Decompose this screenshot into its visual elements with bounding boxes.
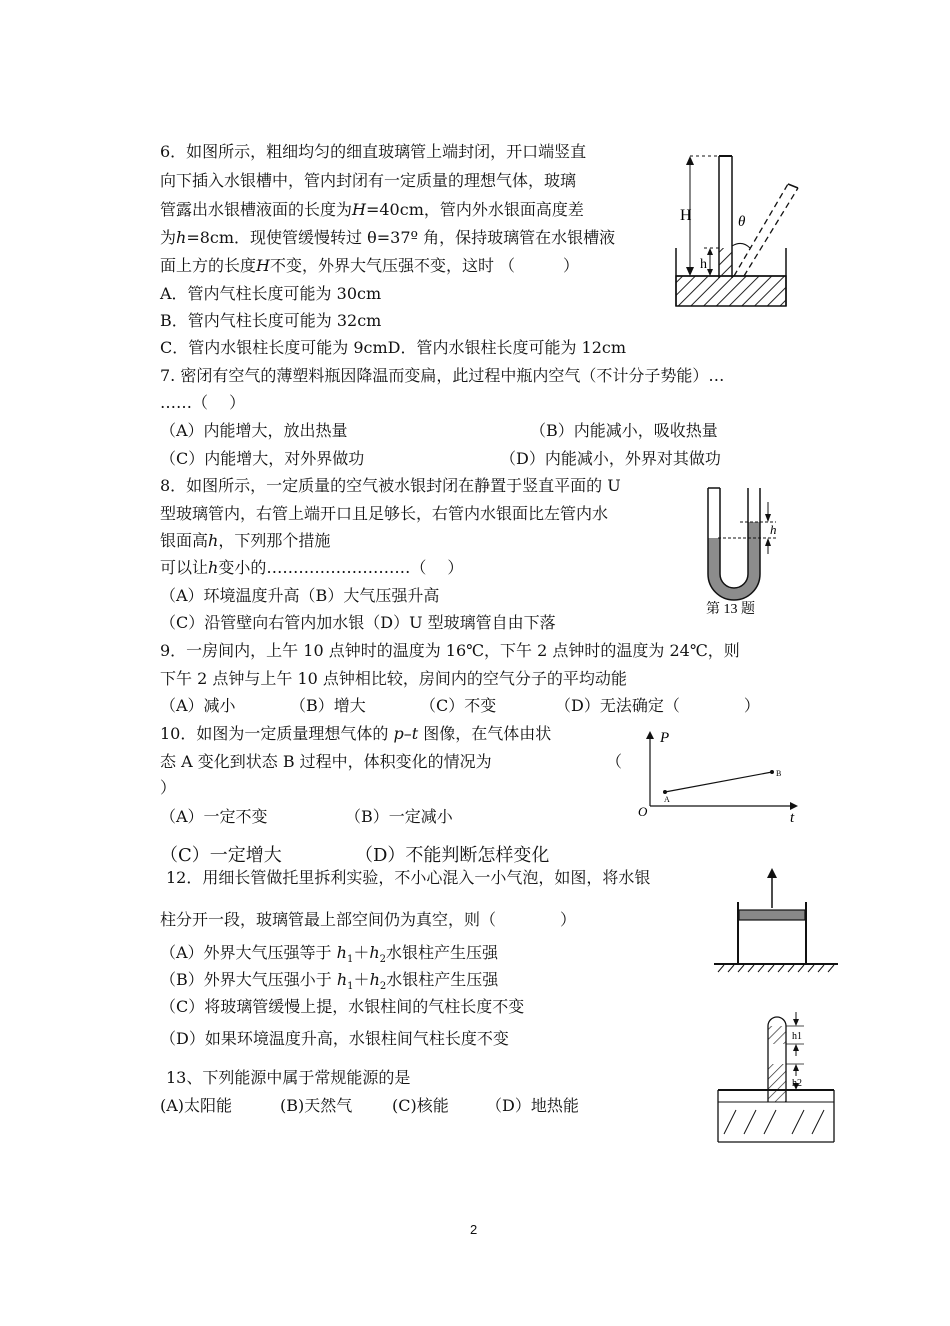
q6-line-4: 为h=8cm．现使管缓慢转过 θ=37º 角，保持玻璃管在水银槽液	[160, 228, 616, 247]
q8-fig-caption: 第 13 题	[706, 602, 755, 617]
q10-option-d: （D）不能判断怎样变化	[355, 845, 550, 866]
q7-option-d: （D）内能减小，外界对其做功	[500, 449, 721, 468]
q6-option-a: A．管内气柱长度可能为 30cm	[160, 284, 382, 303]
q12-option-d: （D）如果环境温度升高，水银柱间气柱长度不变	[160, 1029, 509, 1048]
q8-line-2: 型玻璃管内，右管上端开口且足够长，右管内水银面比左管内水	[160, 504, 609, 523]
q6-line-1: 6．如图所示，粗细均匀的细直玻璃管上端封闭，开口端竖直	[160, 142, 587, 161]
q13-option-c: (C)核能	[392, 1096, 449, 1115]
q8-option-ab: （A）环境温度升高（B）大气压强升高	[160, 586, 440, 605]
q6-option-b: B．管内气柱长度可能为 32cm	[160, 311, 382, 330]
q10-option-a: （A）一定不变	[160, 807, 268, 826]
q10-paren-open: （	[606, 752, 623, 771]
q12-piston-figure	[712, 866, 842, 978]
q7-option-b: （B）内能减小，吸收热量	[530, 421, 718, 440]
q12-fig-label-h1: h1	[792, 1031, 802, 1042]
q13-line-1: 13、下列能源中属于常规能源的是	[166, 1068, 411, 1087]
q7-line-1: 7. 密闭有空气的薄塑料瓶因降温而变扁，此过程中瓶内空气（不计分子势能）…	[160, 366, 725, 385]
q6-fig-label-theta: θ	[738, 214, 746, 230]
q8-option-cd: （C）沿管壁向右管内加水银（D）U 型玻璃管自由下落	[160, 613, 556, 632]
q10-axis-t: t	[790, 810, 795, 824]
q9-option-b: （B）增大	[290, 696, 366, 715]
q9-option-d: （D）无法确定（ ）	[555, 696, 760, 715]
q10-line-2: 态 A 变化到状态 B 过程中，体积变化的情况为	[160, 752, 492, 771]
q9-option-a: （A）减小	[160, 696, 236, 715]
q10-option-c: （C）一定增大	[160, 845, 282, 866]
q9-line-1: 9．一房间内，上午 10 点钟时的温度为 16℃，下午 2 点钟时的温度为 24℃，则	[160, 641, 740, 660]
q12-option-a: （A）外界大气压强等于 $h_1+h_2$水银柱产生压强	[160, 943, 499, 966]
q10-point-b: B	[776, 769, 782, 778]
q12-option-b: （B）外界大气压强小于 $h_1+h_2$水银柱产生压强	[160, 970, 499, 993]
q13-option-b: (B)天然气	[280, 1096, 353, 1115]
q6-tilted-tube-figure	[668, 150, 814, 310]
q10-option-b: （B）一定减小	[345, 807, 453, 826]
page-number: 2	[470, 1222, 478, 1237]
q10-point-a: A	[664, 795, 670, 804]
q6-line-5: 面上方的长度H不变，外界大气压强不变，这时 （ ）	[160, 256, 580, 275]
q6-line-3: 管露出水银槽液面的长度为H=40cm，管内外水银面高度差	[160, 200, 584, 219]
q9-option-c: （C）不变	[420, 696, 497, 715]
q12-option-c: （C）将玻璃管缓慢上提，水银柱间的气柱长度不变	[160, 997, 525, 1016]
q10-origin: O	[638, 804, 648, 819]
q10-axis-p: P	[660, 730, 670, 746]
q9-line-2: 下午 2 点钟与上午 10 点钟相比较，房间内的空气分子的平均动能	[160, 669, 627, 688]
q7-option-a: （A）内能增大，放出热量	[160, 421, 348, 440]
q6-line-2: 向下插入水银槽中，管内封闭有一定质量的理想气体，玻璃	[160, 171, 577, 190]
q6-fig-label-H: H	[680, 207, 692, 224]
q12-line-1: 12．用细长管做托里拆利实验，不小心混入一小气泡，如图，将水银	[166, 868, 651, 887]
q6-option-cd: C．管内水银柱长度可能为 9cmD．管内水银柱长度可能为 12cm	[160, 338, 627, 357]
q8-line-3: 银面高h，下列那个措施	[160, 531, 331, 550]
q12-torricelli-figure	[712, 1006, 840, 1144]
q13-option-d: （D）地热能	[486, 1096, 579, 1115]
q8-u-tube-figure	[700, 484, 790, 620]
q12-line-2: 柱分开一段，玻璃管最上部空间仍为真空，则（ ）	[160, 910, 577, 929]
q7-line-2: ……（ ）	[160, 393, 246, 412]
q8-line-1: 8．如图所示，一定质量的空气被水银封闭在静置于竖直平面的 U	[160, 476, 621, 495]
q6-fig-label-h: h	[700, 257, 707, 272]
q13-option-a: (A)太阳能	[160, 1096, 233, 1115]
q8-fig-label-h: h	[770, 522, 777, 537]
q10-p-t-graph	[636, 726, 806, 824]
q8-line-4: 可以让h变小的………………………（ ）	[160, 558, 464, 577]
q10-line-1: 10．如图为一定质量理想气体的 p–t 图像，在气体由状	[160, 724, 552, 743]
q7-option-c: （C）内能增大，对外界做功	[160, 449, 365, 468]
q12-fig-label-h2: h2	[792, 1078, 802, 1089]
q10-paren-close: ）	[160, 778, 177, 797]
